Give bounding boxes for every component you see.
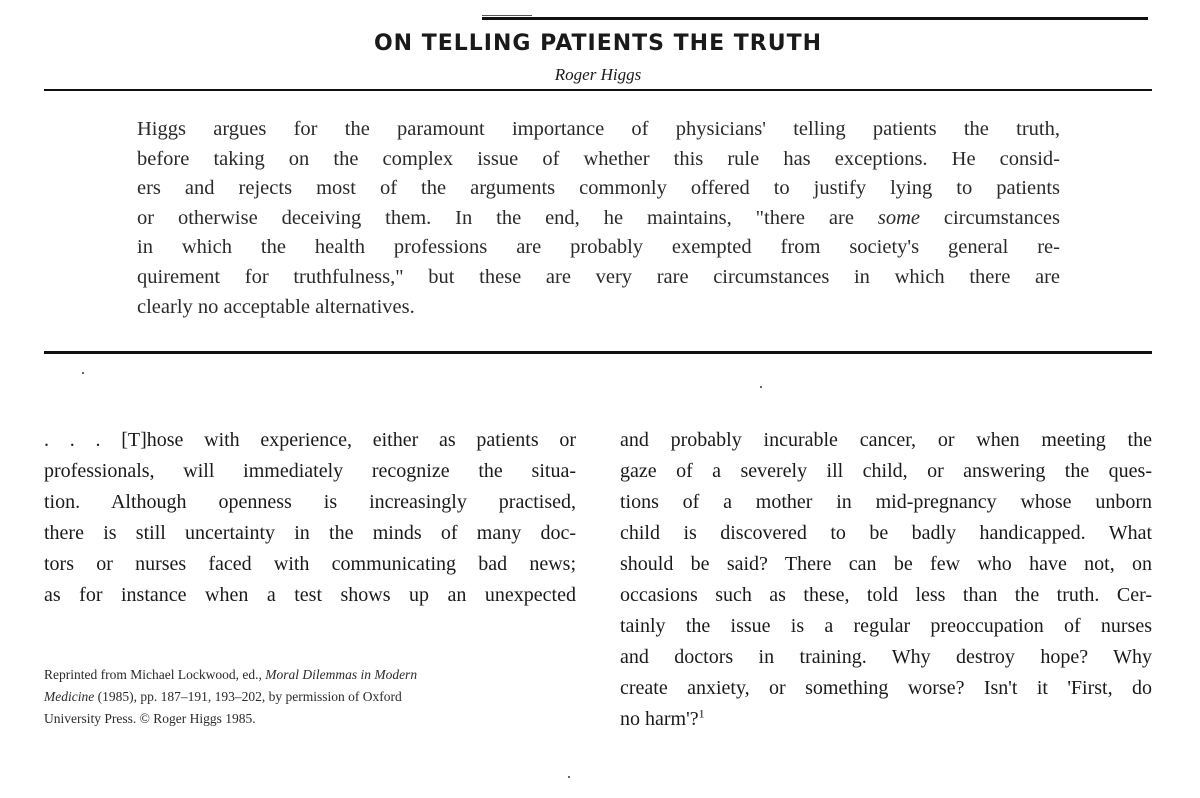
body-column-right [620,425,1152,735]
abstract-line: Higgs argues for the paramount importance of physicians' telling patients the truth, [137,118,1060,140]
credit-line: University Press. © Roger Higgs 1985. [44,711,256,726]
abstract-divider [44,351,1152,354]
credit-line [44,664,564,686]
top-rule [482,17,1148,20]
body-line: occasions such as these, told less than the truth. Cer- [620,584,1152,606]
body-line: tainly the issue is a regular preoccupation of nurses [620,615,1152,637]
abstract-line-text: or otherwise deceiving them. In the end, he maintains, "there are [137,206,878,229]
abstract-line: in which the health professions are probably exempted from society's general re- [137,236,1060,259]
abstract [137,115,1060,322]
credit-book-title: Medicine [44,689,95,704]
credit-book-title: Moral Dilemmas in Modern [265,667,418,682]
abstract-line-tail: circumstances [919,206,1060,229]
abstract-line: ers and rejects most of the arguments commonly offered to justify lying to patients [137,177,1060,200]
footnote-marker: 1 [698,706,705,721]
reprint-credit [44,664,564,730]
abstract-line: clearly no acceptable alternatives. [137,295,415,318]
body-line: tion. Although openness is increasingly practised, [44,491,576,513]
abstract-line: quirement for truthfulness," but these are very rare circumstances in which there are [137,265,1060,288]
title-divider [44,89,1152,91]
body-line: professionals, will immediately recognize the situa- [44,460,576,482]
credit-pages: (1985), pp. 187–191, 193–202, by permission of Oxford [94,689,402,704]
body-line: and probably incurable cancer, or when meeting the [620,429,1152,451]
body-line: child is discovered to be badly handicapped. What [620,522,1152,544]
article-author: Roger Higgs [554,65,642,84]
top-rule-stub [482,15,532,16]
article-title: ON TELLING PATIENTS THE TRUTH [373,31,823,56]
scan-speck [568,776,570,778]
credit-prefix: Reprinted from Michael Lockwood, ed., [44,667,266,682]
abstract-line: before taking on the complex issue of whether this rule has exceptions. He consid- [137,147,1060,170]
body-line [620,704,1152,735]
body-line: create anxiety, or something worse? Isn't it 'First, do [620,677,1152,699]
body-column-left [44,425,576,611]
body-line: there is still uncertainty in the minds of many doc- [44,522,576,544]
body-line: . . . [T]hose with experience, either as patients or [44,429,576,451]
body-line-text: no harm'? [620,708,699,730]
scan-speck [82,372,84,374]
abstract-line [137,204,1060,234]
credit-line [44,686,564,708]
body-line: gaze of a severely ill child, or answering the ques- [620,460,1152,482]
body-line: should be said? There can be few who have not, on [620,553,1152,575]
scan-speck [760,386,762,388]
body-line: as for instance when a test shows up an unexpected [44,584,576,606]
body-line: tions of a mother in mid-pregnancy whose unborn [620,491,1152,513]
body-line: tors or nurses faced with communicating bad news; [44,553,576,575]
abstract-emphasis: some [877,206,920,229]
body-line: and doctors in training. Why destroy hope? Why [620,646,1152,668]
